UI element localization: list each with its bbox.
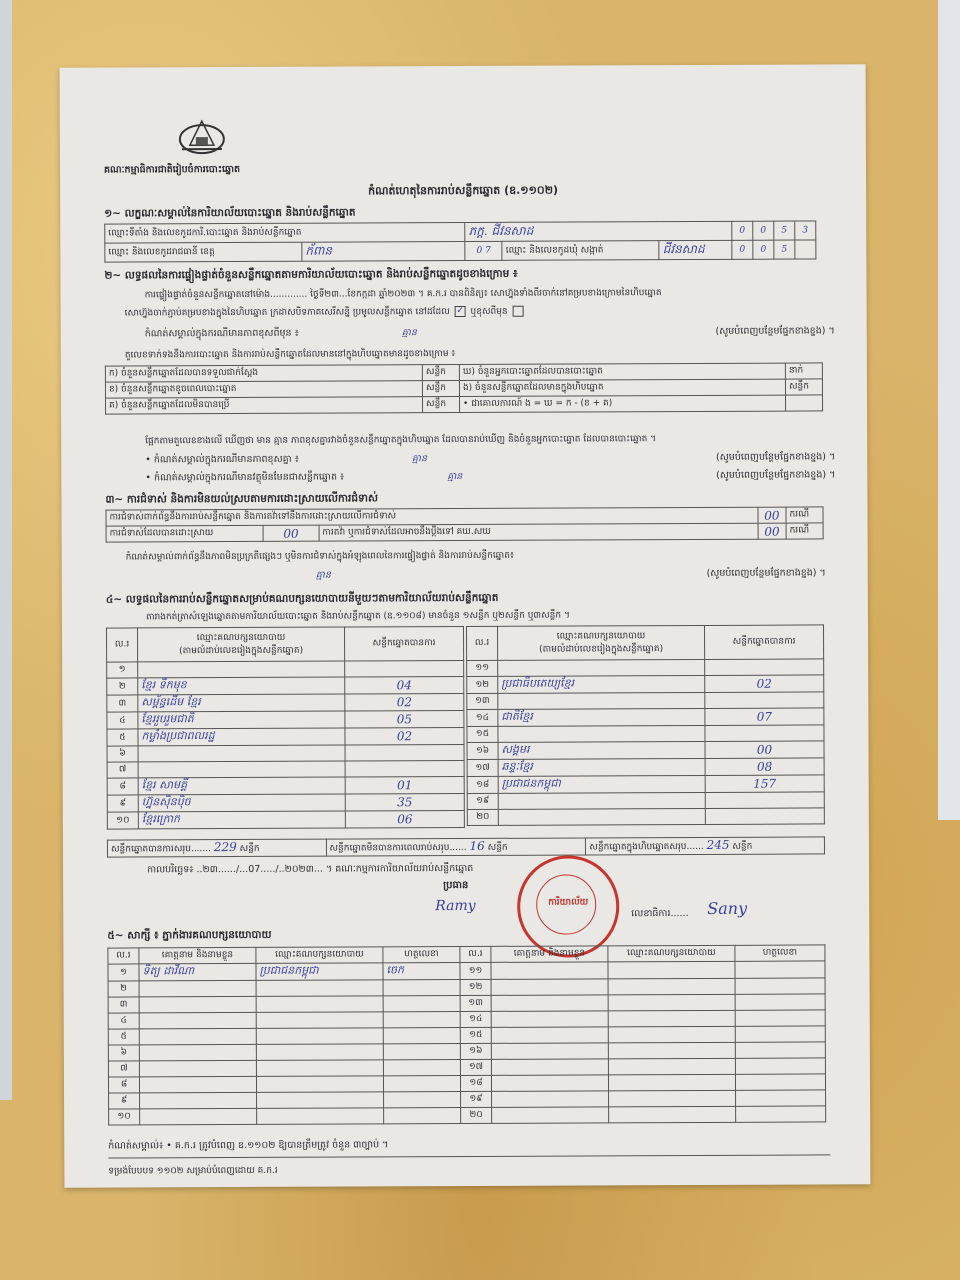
verification-line2 xyxy=(125,306,526,321)
witness-no: ១៩ xyxy=(461,1091,492,1107)
verification-line2-text: សោហ្វ៊ុងចាក់ភ្ជាប់គម្របខាងក្នុងនៃហិបឆ្នោត ក្រដាសបិទភាគសេរីសន្និ ប្រមូលសន្លឹកឆ្នោត នៅដដែល xyxy=(124,307,450,319)
witness-sign-header: ហត្ថលេខា xyxy=(735,945,825,961)
tally-intro: តារាងកត់ត្រាសំឡេងឆ្នោតតាមការិយាល័យបោះឆ្នោត និងរាប់សន្លឹកឆ្នោត (ឧ.១១០៨) មានចំនួន ១សន្លឹក ឬ២សន្លឹក ឬ៣សន្លឹក ។ xyxy=(145,610,570,623)
note1-hint: (សូមបំពេញបន្ថែមផ្នែកខាងខ្នង) ។ xyxy=(715,325,835,337)
result-party xyxy=(138,661,345,678)
result-votes: 02 xyxy=(345,694,464,712)
result-row xyxy=(107,811,464,830)
witness-name xyxy=(139,996,256,1013)
witness-no: ៧ xyxy=(108,1061,139,1077)
result-row xyxy=(107,745,464,763)
result-no: ៦ xyxy=(107,746,138,762)
result-party: ខ្មែរ ទឹកមុខ xyxy=(138,677,345,695)
witness-sign xyxy=(384,1108,461,1124)
formula-unit xyxy=(785,395,822,411)
party-header-sub: (តាមលំដាប់លេខរៀងក្នុងសន្លឹកឆ្នោត) xyxy=(539,643,664,655)
footer-note: កំណត់សម្គាល់៖ • គ.ក.រ ត្រូវបំពេញ ឧ.១១០២ ឱ្យបានត្រឹមត្រូវ ចំនួន ៣ច្បាប់ ។ xyxy=(108,1139,389,1152)
result-no: ១៧ xyxy=(467,759,498,776)
result-row xyxy=(467,659,824,677)
location-value: ភក្ត. ជីវនសាដ xyxy=(465,221,732,241)
witness-sign xyxy=(735,1058,825,1074)
witness-name xyxy=(139,1060,256,1077)
witness-party xyxy=(608,978,735,995)
witness-name xyxy=(139,1044,256,1061)
code-digit: 5 xyxy=(774,240,795,259)
resolved-label: ការជំទាស់ដែលបានដោះស្រាយ xyxy=(106,525,263,542)
chair-title: ប្រធាន xyxy=(443,879,469,892)
result-party: សង្គមរ xyxy=(498,741,705,759)
total-valid-unit: សន្លឹក xyxy=(239,843,260,854)
witness-table xyxy=(107,944,826,1125)
nec-emblem-icon xyxy=(176,115,228,155)
note2-value: គ្មាន xyxy=(411,453,427,465)
objections-unit: ករណី xyxy=(786,507,823,523)
commune-value: ជីវនសាដ xyxy=(659,240,732,259)
result-votes: 05 xyxy=(345,711,464,729)
result-no: ១៣ xyxy=(467,693,498,709)
result-no: ១៤ xyxy=(467,709,498,726)
note3-value: គ្មាន xyxy=(447,471,463,483)
col-votes-header: សន្លឹកឆ្នោតបានការ xyxy=(345,627,464,662)
result-votes xyxy=(705,659,824,676)
witness-row xyxy=(109,1106,826,1125)
result-no: ២០ xyxy=(467,809,498,825)
witness-party xyxy=(256,1060,383,1077)
result-no: ១១ xyxy=(467,660,498,676)
note3-line xyxy=(145,468,835,485)
result-votes xyxy=(345,745,464,762)
figure-d-unit: នាក់ xyxy=(785,363,822,379)
commune-label: ឈ្មោះ និងលេខកូដឃុំ សង្កាត់ xyxy=(502,241,659,261)
result-row xyxy=(467,808,824,826)
organization-name: គណៈកម្មាធិការជាតិរៀបចំការបោះឆ្នោត xyxy=(103,163,241,176)
witness-no: ១៣ xyxy=(460,995,491,1011)
witness-name: ទិត្យ ដាវីណា xyxy=(139,963,256,981)
witness-sign xyxy=(383,980,460,996)
col-votes-header: សន្លឹកឆ្នោតបានការ xyxy=(704,625,823,660)
code-digit: 0 xyxy=(753,221,774,240)
result-row xyxy=(107,761,464,779)
code-digit: 0 xyxy=(732,240,753,259)
witness-name xyxy=(491,962,608,980)
total-box-label: សន្លឹកឆ្នោតក្នុងហិបឆ្នោតសរុប...... xyxy=(589,841,704,853)
witness-party xyxy=(256,1044,383,1061)
witness-name xyxy=(139,980,256,997)
witness-party xyxy=(608,961,735,979)
result-party xyxy=(498,692,705,709)
witness-no: ១៤ xyxy=(460,1011,491,1027)
note1-line xyxy=(145,324,835,341)
changed-label: ឬខុសពីមុន xyxy=(470,306,508,317)
note2-label: • កំណត់សម្គាល់ក្នុងករណីមានភាពខុសគ្នា ៖ xyxy=(145,453,299,466)
col-party-header xyxy=(498,625,705,660)
witness-sign xyxy=(735,994,825,1010)
total-invalid-unit: សន្លឹក xyxy=(487,842,508,853)
objections-table xyxy=(105,506,823,542)
result-party: ខ្មែរក្រោក xyxy=(138,811,345,829)
code-digit: 0 xyxy=(753,240,774,259)
witness-party xyxy=(608,1010,735,1027)
total-invalid-value: 16 xyxy=(469,838,485,853)
witness-no: ១២ xyxy=(460,979,491,995)
figure-c-unit: សន្លឹក xyxy=(422,397,459,413)
irregularities-note: កំណត់សម្គាល់ពាក់ព័ន្ធនឹងភាពមិនប្រក្រតីផ្សេងៗ ឬមិនការជំទាស់ក្នុងអំឡុងពេលនៃការផ្ទៀងផ្ទាត់ និងការរាប់សន្លឹកឆ្នោត៖ xyxy=(125,550,514,563)
witness-no: ១១ xyxy=(460,962,491,979)
figure-d-label: ឃ) ចំនួនអ្នកបោះឆ្នោតដែលបានបោះឆ្នោត xyxy=(459,363,785,380)
adjacent-poster-right xyxy=(938,0,960,820)
witness-sign xyxy=(383,1012,460,1028)
result-votes: 35 xyxy=(345,794,464,812)
witness-party xyxy=(256,1028,383,1045)
result-party: ឆន្ទៈខ្មែរ xyxy=(498,758,705,776)
same-checkbox[interactable]: ✓ xyxy=(456,306,464,317)
result-votes: 157 xyxy=(705,775,824,793)
witness-name xyxy=(491,1043,608,1060)
result-row xyxy=(107,777,464,796)
witness-no: ៦ xyxy=(108,1045,139,1061)
witness-name xyxy=(491,979,608,996)
total-invalid-label: សន្លឹកឆ្នោតមិនបានការពេលរាប់សរុប...... xyxy=(329,842,467,854)
result-no: ៨ xyxy=(107,778,138,795)
note1-label: កំណត់សម្គាល់ក្នុងករណីមានភាពខុសពីមុន ៖ xyxy=(144,327,299,340)
witness-name xyxy=(491,1059,608,1076)
result-votes: 04 xyxy=(345,677,464,695)
witness-sign xyxy=(383,1028,460,1044)
witness-party xyxy=(608,1074,735,1091)
footer-form-id: ទម្រង់បែបបទ ១១០២ សម្រាប់បំពេញដោយ គ.ក.រ xyxy=(108,1165,278,1177)
appeals-value: 00 xyxy=(758,523,786,539)
form-sheet xyxy=(60,64,871,1188)
result-row xyxy=(467,708,824,727)
result-row xyxy=(467,758,824,777)
irregularities-hint: (សូមបំពេញបន្ថែមផ្នែកខាងខ្នង) ។ xyxy=(706,567,826,579)
witness-no-header: ល.រ xyxy=(108,948,139,964)
total-box-cell xyxy=(586,837,825,855)
result-votes: 08 xyxy=(705,758,824,776)
objections-value: 00 xyxy=(758,507,786,523)
section2-title: ២~ លទ្ធផលនៃការផ្ទៀងផ្ទាត់ចំនួនសន្លឹកឆ្នោតតាមការិយាល័យបោះឆ្នោត និងរាប់សន្លឹកឆ្នោតដូចខាងក្រោម ៖ xyxy=(104,267,518,282)
result-row xyxy=(107,728,464,747)
total-box-value: 245 xyxy=(706,837,730,852)
result-party: ប្រជាជនកម្ពុជា xyxy=(498,775,705,793)
witness-name xyxy=(139,1012,256,1029)
total-valid-label: សន្លឹកឆ្នោតបានការសរុប....... xyxy=(110,844,212,855)
result-party xyxy=(138,745,345,762)
figure-e-unit: សន្លឹក xyxy=(785,379,822,395)
witness-sign xyxy=(735,1026,825,1042)
results-table-left xyxy=(106,626,465,830)
witness-name xyxy=(491,1027,608,1044)
witness-no: ៥ xyxy=(108,1029,139,1045)
result-votes xyxy=(705,792,824,809)
witness-sign xyxy=(384,1092,461,1108)
figures-table xyxy=(105,362,823,414)
witness-no: ៤ xyxy=(108,1013,139,1029)
witness-sign xyxy=(383,1044,460,1060)
witness-name xyxy=(491,995,608,1012)
note1-value: គ្មាន xyxy=(401,327,417,339)
witness-party xyxy=(608,1026,735,1043)
note3-label: • កំណត់សម្គាល់ក្នុងករណីមានវត្ថុមិនមែនជាសន្លឹកឆ្នោត ៖ xyxy=(145,471,345,484)
total-valid-value: 229 xyxy=(213,839,237,855)
province-label: ឈ្មោះ និងលេខកូដរាជធានី ខេត្ត xyxy=(105,242,302,262)
secretary-label: លេខាធិការ...... xyxy=(631,908,689,920)
party-header-sub: (តាមលំដាប់លេខរៀងក្នុងសន្លឹកឆ្នោត) xyxy=(179,645,304,656)
witness-sign xyxy=(735,1074,825,1090)
result-party xyxy=(498,725,705,742)
result-party: ខ្មែររួបរួមជាតិ xyxy=(138,711,345,729)
code-digit: 0 xyxy=(732,221,753,240)
result-votes: 00 xyxy=(705,741,824,759)
appeals-unit: ករណី xyxy=(786,523,823,539)
result-votes xyxy=(705,692,824,709)
result-no: ១៦ xyxy=(467,742,498,759)
verification-line1: ការផ្ទៀងផ្ទាត់ចំនួនសន្លឹកឆ្នោតនៅម៉ោង............. ថ្ងៃទី២៣...ខែកក្កដា ឆ្នាំ២០២៣ ។ គ.ក.រ បានពិនិត្យ៖ សោហ្វ៊ុងទាំងពីរចាក់នៅគម្របខាងក្រោមនៃហិបឆ្នោត xyxy=(144,288,662,301)
result-no: ៥ xyxy=(107,729,138,746)
result-party: ខ្មែរ សាមគ្គី xyxy=(138,777,345,795)
result-party: ជាតិខ្មែរ xyxy=(498,708,705,726)
witness-no: ១៨ xyxy=(460,1075,491,1091)
col-party-header xyxy=(138,627,345,662)
result-row xyxy=(467,741,824,760)
result-votes: 02 xyxy=(705,675,824,693)
witness-no: ៨ xyxy=(108,1077,139,1093)
total-box-unit: សន្លឹក xyxy=(732,841,753,852)
result-votes: 02 xyxy=(345,728,464,746)
witness-sign-header: ហត្ថលេខា xyxy=(383,947,460,963)
formula: • ជាគោលការណ៍ ង = ឃ = ក - (ខ + គ) xyxy=(459,395,785,412)
witness-no: ២០ xyxy=(461,1107,492,1123)
col-no-header: ល.រ xyxy=(107,628,138,662)
witness-party-header: ឈ្មោះគណបក្សនយោបាយ xyxy=(256,947,383,964)
witness-name xyxy=(491,1011,608,1028)
witness-party xyxy=(257,1108,384,1125)
result-no: ៤ xyxy=(107,712,138,729)
result-votes: 07 xyxy=(705,708,824,726)
witness-party xyxy=(609,1106,736,1123)
irregularities-value: គ្មាន xyxy=(315,569,331,581)
footer-divider xyxy=(108,1154,830,1158)
code-digit: 3 xyxy=(795,221,816,240)
witness-party xyxy=(256,996,383,1013)
result-no: ៣ xyxy=(107,695,138,712)
figures-intro: តួលេខទាក់ទងនឹងការបោះឆ្នោត និងការរាប់សន្លឹកឆ្នោតដែលមាននៅក្នុងហិបឆ្នោតមានដូចខាងក្រោម ៖ xyxy=(124,349,456,361)
location-table xyxy=(104,220,816,262)
party-header-title: ឈ្មោះគណបក្សនយោបាយ xyxy=(196,632,286,643)
witness-no: ១០ xyxy=(109,1109,140,1125)
result-no: ១៥ xyxy=(467,726,498,742)
secretary-signature: Sany xyxy=(707,898,748,918)
result-votes xyxy=(345,661,464,678)
figure-b-label: ខ) ចំនួនសន្លឹកឆ្នោតខូចពេលបោះឆ្នោត xyxy=(105,381,422,398)
witness-sign: ចេក xyxy=(383,963,460,980)
date-line: កាលបរិច្ឆេទ៖ ..២៣....../...07...../..២០២៣... ។ គណៈកម្មការការិយាល័យរាប់សន្លឹកឆ្នោត xyxy=(147,862,474,876)
location-label: ឈ្មោះទីតាំង និងលេខកូដការិ.បោះឆ្នោត និងរាប់សន្លឹកឆ្នោត xyxy=(105,222,465,243)
witness-no: ១៥ xyxy=(460,1027,491,1043)
witness-sign xyxy=(735,1042,825,1058)
party-header-title: ឈ្មោះគណបក្សនយោបាយ xyxy=(556,630,646,642)
witness-sign xyxy=(735,961,825,978)
witness-no: ១៦ xyxy=(460,1043,491,1059)
result-party xyxy=(498,808,705,825)
figure-e-label: ង) ចំនួនសន្លឹកឆ្នោតដែលមានក្នុងហិបឆ្នោត xyxy=(459,379,785,396)
note2-line xyxy=(145,450,835,467)
irregularities-line xyxy=(106,566,826,583)
resolved-value: 00 xyxy=(263,525,319,541)
adjacent-poster-left xyxy=(0,0,12,1100)
witness-sign xyxy=(736,1106,826,1122)
result-no: ១២ xyxy=(467,676,498,693)
result-party xyxy=(498,792,705,809)
witness-sign xyxy=(735,978,825,994)
result-row xyxy=(107,794,464,813)
result-row xyxy=(467,792,824,810)
section4-title: ៤~ លទ្ធផលនៃការរាប់សន្លឹកឆ្នោតសម្រាប់គណបក្សនយោបាយនីមួយៗតាមការិយាល័យរាប់សន្លឹកឆ្នោត xyxy=(105,591,499,606)
witness-sign xyxy=(383,1060,460,1076)
witness-party xyxy=(257,1092,384,1109)
appeals-label: ការតវ៉ា ឬការជំទាស់ដែលអាចនឹងប្តឹងទៅ គឃ.សឃ xyxy=(319,523,758,541)
figure-a-label: ក) ចំនួនសន្លឹកឆ្នោតដែលបានទទួលជាក់ស្តែង xyxy=(105,365,422,382)
province-value: ក័ពាន xyxy=(302,241,465,261)
witness-sign xyxy=(735,1010,825,1026)
result-row xyxy=(107,711,464,730)
witness-no: ១ xyxy=(108,964,139,981)
witness-party-header: ឈ្មោះគណបក្សនយោបាយ xyxy=(608,945,735,962)
witness-name xyxy=(492,1107,609,1124)
total-invalid-cell xyxy=(326,838,586,856)
official-stamp xyxy=(517,855,619,957)
form-title: កំណត់ហេតុនៃការរាប់សន្លឹកឆ្នោត (ឧ.១១០២) xyxy=(368,183,559,198)
discrepancy-check-line: ផ្អែកតាមតួលេខខាងលើ ឃើញថា មាន គ្មាន ភាពខុសគ្នារវាងចំនួនសន្លឹកឆ្នោតក្នុងហិបឆ្នោត ដែលបានរាប់ឃើញ និងចំនួនអ្នកបោះឆ្នោត ដែលបានបោះឆ្នោត ។ xyxy=(145,434,657,447)
result-party xyxy=(498,659,705,676)
note3-hint: (សូមបំពេញបន្ថែមផ្នែកខាងខ្នង) ។ xyxy=(716,469,836,481)
result-no: ១ xyxy=(107,662,138,678)
witness-no: ៣ xyxy=(108,997,139,1013)
result-votes: 01 xyxy=(345,777,464,795)
witness-name xyxy=(140,1108,257,1125)
witness-party: ប្រជាជនកម្ពុជា xyxy=(256,963,383,981)
figure-c-label: គ) ចំនួនសន្លឹកឆ្នោតដែលមិនបានប្រើ xyxy=(106,397,423,414)
result-votes xyxy=(705,808,824,825)
result-row xyxy=(467,725,824,743)
result-no: ១៩ xyxy=(467,793,498,809)
witness-party xyxy=(608,994,735,1011)
result-votes: 06 xyxy=(345,811,464,829)
code-digit: 5 xyxy=(774,221,795,240)
witness-name xyxy=(139,1076,256,1093)
chair-signature: Ramy xyxy=(435,897,476,915)
result-no: ២ xyxy=(107,678,138,695)
result-party: សម្ព័ន្ធដើម ខ្មែរ xyxy=(138,694,345,712)
result-row xyxy=(467,675,824,694)
result-row xyxy=(467,692,824,710)
section3-title: ៣~ ការជំទាស់ និងការមិនយល់ស្របតាមការដោះស្រាយលើការជំទាស់ xyxy=(105,492,379,506)
section5-title: ៥~ សាក្សី ៖ ភ្នាក់ងារគណបក្សនយោបាយ xyxy=(107,928,272,942)
objections-label: ការជំទាស់ពាក់ព័ន្ធនឹងការរាប់សន្លឹកឆ្នោត និងការតវ៉ាទៅនឹងការដោះស្រាយលើការជំទាស់ xyxy=(106,507,758,526)
witness-name-header: គោត្តនាម និងនាមខ្លួន xyxy=(139,947,256,964)
result-party: ហ្វ៊ុនស៊ិនប៉ិច xyxy=(138,794,345,812)
totals-table xyxy=(107,836,825,857)
col-no-header: ល.រ xyxy=(467,626,498,660)
witness-no: ២ xyxy=(108,981,139,997)
witness-party xyxy=(256,980,383,997)
result-no: ១៨ xyxy=(467,776,498,793)
witness-no: ៩ xyxy=(109,1093,140,1109)
result-row xyxy=(107,677,464,696)
result-row xyxy=(107,694,464,713)
witness-party xyxy=(256,1076,383,1093)
witness-name-header: គោត្តនាម និងនាមខ្លួន xyxy=(491,946,608,963)
result-party: កម្លាំងប្រជាពលរដ្ឋ xyxy=(138,728,345,746)
changed-checkbox[interactable] xyxy=(512,306,523,317)
result-no: ១០ xyxy=(107,812,138,829)
witness-name xyxy=(140,1092,257,1109)
figure-a-unit: សន្លឹក xyxy=(422,365,459,381)
witness-no-header: ល.រ xyxy=(460,946,491,962)
result-party: ប្រជាធិបតេយ្យខ្មែរ xyxy=(498,675,705,693)
witness-sign xyxy=(383,1076,460,1092)
witness-party xyxy=(609,1090,736,1107)
witness-sign xyxy=(383,996,460,1012)
result-votes xyxy=(705,725,824,742)
result-row xyxy=(467,775,824,794)
result-row xyxy=(107,661,464,679)
witness-party xyxy=(608,1042,735,1059)
witness-party xyxy=(608,1058,735,1075)
witness-name xyxy=(492,1091,609,1108)
result-no: ៩ xyxy=(107,795,138,812)
witness-sign xyxy=(736,1090,826,1106)
witness-name xyxy=(139,1028,256,1045)
result-no: ៧ xyxy=(107,762,138,778)
witness-no: ១៧ xyxy=(460,1059,491,1075)
total-valid-cell xyxy=(107,839,326,857)
results-table-right xyxy=(466,624,825,826)
result-votes xyxy=(345,761,464,778)
witness-party xyxy=(256,1012,383,1029)
note2-hint: (សូមបំពេញបន្ថែមផ្នែកខាងខ្នង) ។ xyxy=(716,451,836,463)
witness-name xyxy=(491,1075,608,1092)
section1-title: ១~ លក្ខណៈសម្គាល់នៃការិយាល័យបោះឆ្នោត និងរាប់សន្លឹកឆ្នោត xyxy=(104,206,356,220)
stamp-text: ការិយាល័យ xyxy=(548,897,589,908)
result-party xyxy=(138,761,345,778)
province-code: 0 7 xyxy=(465,241,502,260)
figure-b-unit: សន្លឹក xyxy=(422,381,459,397)
